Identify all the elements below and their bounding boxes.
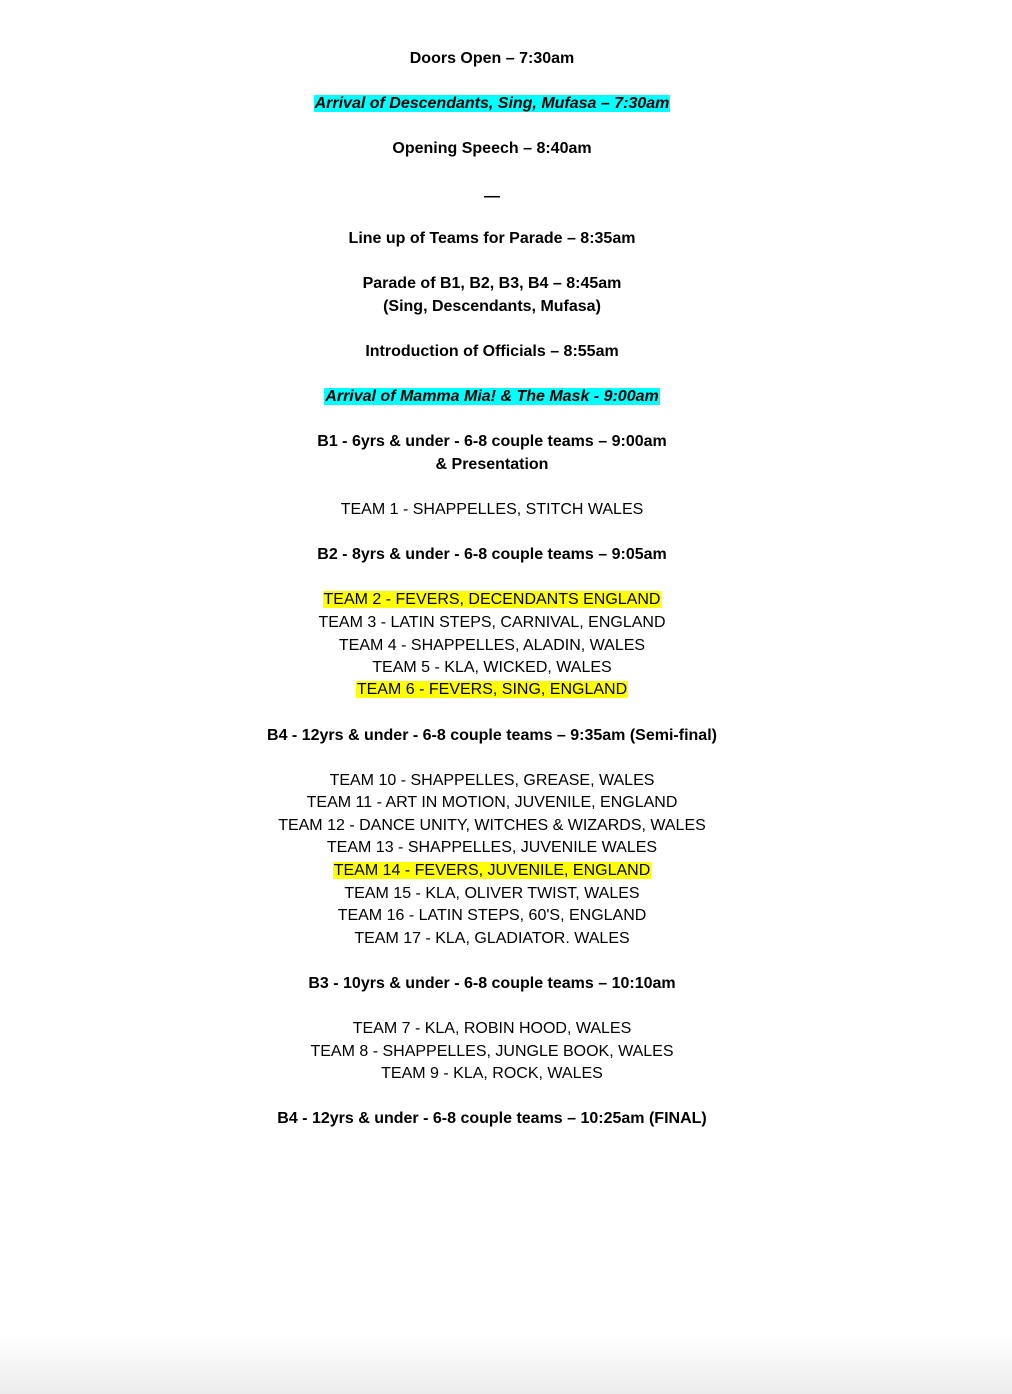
yellow-highlight: TEAM 2 - FEVERS, DECENDANTS ENGLAND xyxy=(323,591,661,608)
doors-open-line: Doors Open – 7:30am xyxy=(409,50,575,67)
b1-heading: B1 - 6yrs & under - 6-8 couple teams – 9:00am xyxy=(317,433,667,450)
yellow-highlight: TEAM 6 - FEVERS, SING, ENGLAND xyxy=(356,681,628,698)
team-entry: TEAM 3 - LATIN STEPS, CARNIVAL, ENGLAND xyxy=(318,614,666,631)
b4-final-heading: B4 - 12yrs & under - 6-8 couple teams – 10:25am (FINAL) xyxy=(277,1110,707,1127)
b2-heading: B2 - 8yrs & under - 6-8 couple teams – 9:05am xyxy=(317,546,667,563)
team-entry: TEAM 8 - SHAPPELLES, JUNGLE BOOK, WALES xyxy=(310,1043,674,1060)
parade-line: Parade of B1, B2, B3, B4 – 8:45am xyxy=(362,275,622,292)
page-bottom-shadow xyxy=(0,1334,1012,1394)
b4-semi-heading: B4 - 12yrs & under - 6-8 couple teams – 9:35am (Semi-final) xyxy=(267,727,717,744)
team-entry: TEAM 12 - DANCE UNITY, WITCHES & WIZARDS, WALES xyxy=(278,817,706,834)
opening-speech-line: Opening Speech – 8:40am xyxy=(392,140,592,157)
team-entry: TEAM 10 - SHAPPELLES, GREASE, WALES xyxy=(329,772,655,789)
team-entry: TEAM 11 - ART IN MOTION, JUVENILE, ENGLAND xyxy=(306,794,678,811)
team-entry: TEAM 15 - KLA, OLIVER TWIST, WALES xyxy=(344,885,640,902)
parade-subline: (Sing, Descendants, Mufasa) xyxy=(383,298,601,315)
line-up-line: Line up of Teams for Parade – 8:35am xyxy=(348,230,636,247)
cyan-highlight: Arrival of Descendants, Sing, Mufasa – 7:30am xyxy=(314,95,670,112)
team-entry: TEAM 4 - SHAPPELLES, ALADIN, WALES xyxy=(338,637,646,654)
team-entry: TEAM 9 - KLA, ROCK, WALES xyxy=(381,1065,603,1082)
team-entry: TEAM 7 - KLA, ROBIN HOOD, WALES xyxy=(352,1020,632,1037)
arrival-descendants-line xyxy=(0,93,984,115)
cyan-highlight: Arrival of Mamma Mia! & The Mask - 9:00am xyxy=(325,388,659,405)
team-entry: TEAM 5 - KLA, WICKED, WALES xyxy=(372,659,612,676)
team-entry xyxy=(0,589,984,611)
team-entry: TEAM 17 - KLA, GLADIATOR. WALES xyxy=(354,930,630,947)
team-entry: TEAM 16 - LATIN STEPS, 60'S, ENGLAND xyxy=(337,907,647,924)
team-entry xyxy=(0,860,984,882)
yellow-highlight: TEAM 14 - FEVERS, JUVENILE, ENGLAND xyxy=(333,862,651,879)
b1-presentation: & Presentation xyxy=(435,456,549,473)
b3-heading: B3 - 10yrs & under - 6-8 couple teams – 10:10am xyxy=(308,975,676,992)
arrival-mamma-mia-line xyxy=(0,386,984,408)
team-entry xyxy=(0,679,984,701)
team-entry: TEAM 1 - SHAPPELLES, STITCH WALES xyxy=(340,501,644,518)
introduction-officials-line: Introduction of Officials – 8:55am xyxy=(365,343,619,360)
separator-dash: — xyxy=(484,188,500,205)
team-entry: TEAM 13 - SHAPPELLES, JUVENILE WALES xyxy=(326,839,658,856)
